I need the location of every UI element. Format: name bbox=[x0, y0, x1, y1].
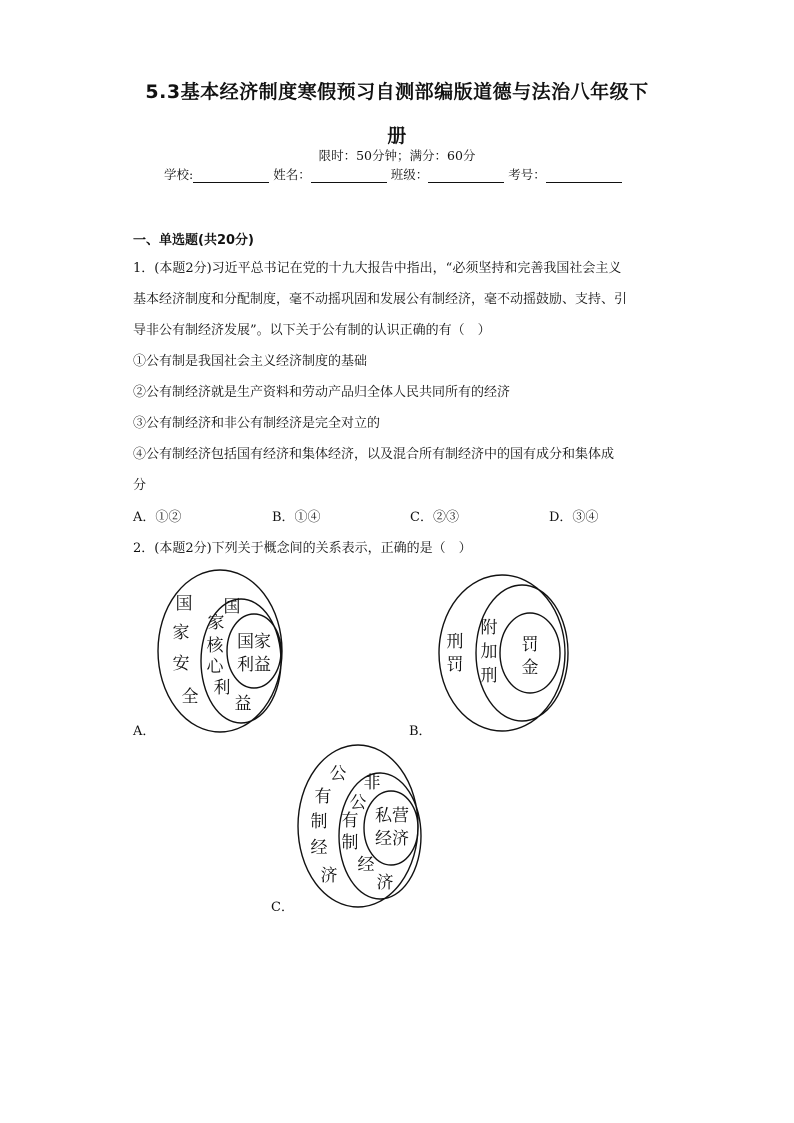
diagram-c-inner-ring bbox=[364, 791, 418, 865]
q1-statement: ②公有制经济就是生产资料和劳动产品归全体人民共同所有的经济 bbox=[133, 385, 511, 400]
diagram-a-middle-char: 心 bbox=[206, 657, 224, 677]
diagram-c-middle-char: 有 bbox=[341, 811, 359, 831]
q1-statement: ①公有制是我国社会主义经济制度的基础 bbox=[133, 354, 368, 369]
diagram-c-outer-char: 有 bbox=[314, 787, 332, 807]
diagram-b bbox=[432, 571, 572, 735]
diagram-b-middle-char: 刑 bbox=[480, 666, 498, 686]
diagram-a-outer-char: 全 bbox=[181, 687, 199, 707]
diagram-c-outer-char: 公 bbox=[329, 764, 347, 784]
diagram-c-middle-char: 非 bbox=[363, 773, 381, 793]
diagram-a-middle-char: 国 bbox=[223, 597, 241, 617]
diagram-b-inner-char: 金 bbox=[521, 658, 539, 678]
diagram-b-outer-char: 罚 bbox=[446, 655, 464, 675]
title-line-1: 5.3基本经济制度寒假预习自测部编版道德与法治八年级下 bbox=[145, 81, 649, 103]
section-heading: 一、单选题(共20分) bbox=[133, 233, 254, 248]
diagram-a bbox=[150, 565, 290, 737]
diagram-a-outer-char: 安 bbox=[172, 654, 190, 674]
name-field[interactable] bbox=[311, 168, 387, 183]
q1-statement: ④公有制经济包括国有经济和集体经济，以及混合所有制经济中的国有成分和集体成 bbox=[133, 447, 615, 462]
class-field[interactable] bbox=[428, 168, 504, 183]
name-label: 姓名： bbox=[273, 167, 311, 182]
diagram-a-outer-char: 家 bbox=[172, 623, 190, 643]
student-info-row bbox=[164, 165, 622, 183]
diagram-b-outer-char: 刑 bbox=[446, 632, 464, 652]
class-label: 班级： bbox=[390, 167, 429, 182]
diagram-c-middle-char: 制 bbox=[341, 833, 359, 853]
diagram-c-inner-line: 经济 bbox=[375, 829, 409, 849]
diagram-a-middle-char: 核 bbox=[206, 636, 224, 656]
diagram-c-middle-char: 经 bbox=[357, 855, 375, 875]
diagram-a-inner-line: 国家 bbox=[237, 632, 271, 652]
diagram-a-inner-line: 利益 bbox=[237, 655, 271, 675]
diagram-a-middle-char: 利 bbox=[213, 678, 231, 698]
q1-option-a[interactable]: A．①② bbox=[133, 510, 182, 525]
school-field[interactable] bbox=[193, 168, 269, 183]
number-field[interactable] bbox=[546, 168, 622, 183]
q1-option-d[interactable]: D．③④ bbox=[549, 510, 599, 525]
q1-option-c[interactable]: C．②③ bbox=[410, 510, 459, 525]
q1-line: 基本经济制度和分配制度，毫不动摇巩固和发展公有制经济，毫不动摇鼓励、支持、引 bbox=[133, 292, 628, 307]
q2-stem: 2．(本题2分)下列关于概念间的关系表示，正确的是（ ） bbox=[133, 541, 472, 556]
q2-option-a-label[interactable]: A． bbox=[133, 724, 156, 739]
school-label: 学校: bbox=[164, 167, 194, 182]
number-label: 考号： bbox=[508, 167, 546, 182]
diagram-b-middle-char: 附 bbox=[480, 618, 498, 638]
diagram-c-middle-char: 公 bbox=[349, 793, 367, 813]
q1-statement: ③公有制经济和非公有制经济是完全对立的 bbox=[133, 416, 381, 431]
diagram-c-outer-char: 制 bbox=[310, 812, 328, 832]
diagram-c-outer-char: 济 bbox=[320, 866, 338, 886]
time-limit: 限时：50分钟；满分：60分 bbox=[318, 148, 476, 163]
title-line-2: 册 bbox=[387, 125, 407, 147]
q1-statement: 分 bbox=[133, 478, 147, 493]
diagram-a-middle-char: 益 bbox=[234, 694, 252, 714]
q1-option-b[interactable]: B．①④ bbox=[272, 510, 321, 525]
diagram-a-outer-char: 国 bbox=[175, 594, 193, 614]
diagram-c-middle-char: 济 bbox=[376, 873, 394, 893]
q1-line: 导非公有制经济发展”。以下关于公有制的认识正确的有（ ） bbox=[133, 323, 491, 338]
q2-option-c-label[interactable]: C． bbox=[271, 900, 294, 915]
diagram-b-outer-ring bbox=[439, 575, 565, 731]
diagram-c-outer-char: 经 bbox=[310, 838, 328, 858]
diagram-c-inner-line: 私营 bbox=[375, 806, 409, 826]
q2-option-b-label[interactable]: B． bbox=[409, 724, 432, 739]
page-title bbox=[120, 70, 674, 158]
q1-line: 1．(本题2分)习近平总书记在党的十九大报告中指出，“必须坚持和完善我国社会主义 bbox=[133, 261, 622, 276]
diagram-c bbox=[292, 740, 432, 912]
diagram-a-middle-char: 家 bbox=[207, 613, 225, 633]
diagram-b-middle-char: 加 bbox=[480, 642, 498, 662]
diagram-b-inner-char: 罚 bbox=[521, 635, 539, 655]
